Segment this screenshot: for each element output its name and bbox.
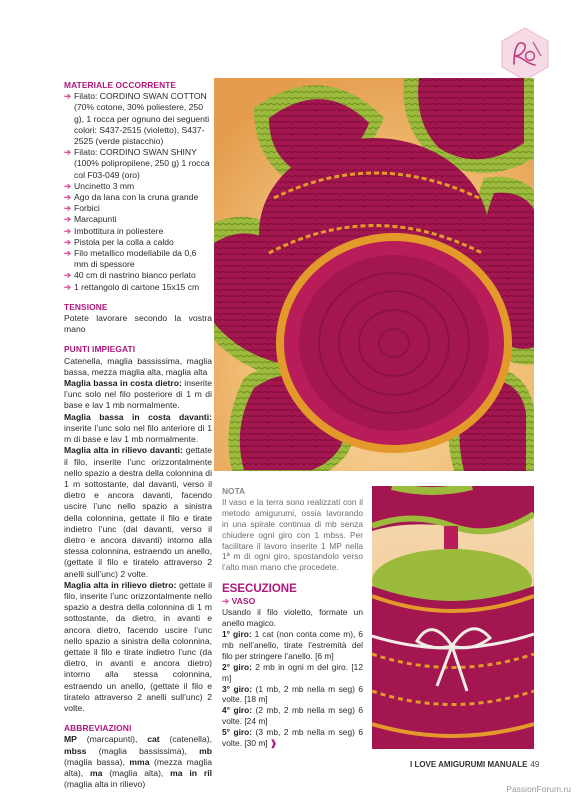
list-item: ➔ Imbottitura in poliestere	[64, 225, 164, 236]
punti-intro: Catenella, maglia bassissima, maglia bassa, mezza maglia alta, maglia alta	[64, 355, 212, 377]
arrow-icon: ➔	[64, 192, 72, 203]
step-row: 5° giro: (3 mb, 2 mb nella m seg) 6 volte. [30 m] ❱	[222, 727, 363, 749]
arrow-icon: ➔	[64, 236, 72, 247]
materiale-title: MATERIALE OCCORRENTE	[64, 80, 177, 90]
arrow-icon: ➔	[64, 180, 72, 191]
middle-column	[222, 486, 363, 749]
arrow-icon: ➔	[64, 270, 72, 281]
list-item: ➔ Forbici	[64, 203, 100, 214]
punti-mb-dietro: Maglia bassa in costa dietro: inserite l’unc solo nel filo posteriore di 1 m di base e lav 1 mb normalmente.	[64, 378, 213, 411]
tensione-text: Potete lavorare secondo la vostra mano	[64, 313, 212, 335]
continue-arrow-icon: ❱	[269, 738, 277, 749]
magazine-logo-icon	[497, 26, 553, 82]
left-column	[64, 80, 212, 790]
arrow-icon: ➔	[222, 596, 232, 607]
punti-ma-dietro: Maglia alta in rilievo dietro: gettate il filo, inserite l’unc orizzontalmente nello spazio a destra della colonnina di 1 m sottostante, da dietro, in avanti e ancora dietro, facendo uscire l’unc nello spazio a sinistra della colonnina, gettate il filo e tirate indietro l’unc (da dietro, in avanti e ancora dietro) intorno alla stessa colonnina, estraendo un anello, (gettate il filo e tiratelo attraverso 2 anelli sull’unc) 2 volte.	[64, 579, 212, 713]
list-item: ➔ 40 cm di nastrino bianco perlato	[64, 270, 196, 281]
abbreviazioni-text: MP (marcapunti), cat (catenella), mbss (maglia bassissima), mb (maglia bassa), mma (mezza maglia alta), ma (maglia alta), ma in ril (maglia alta in rilievo)	[64, 734, 212, 790]
punti-mb-davanti: Maglia bassa in costa davanti: inserite l’unc solo nel filo anteriore di 1 m di base e lav 1 mb normalmente.	[64, 411, 212, 445]
arrow-icon: ➔	[64, 214, 72, 225]
materiale-list	[64, 91, 212, 293]
punti-title: PUNTI IMPIEGATI	[64, 344, 136, 355]
arrow-icon: ➔	[64, 281, 72, 292]
page-number: 49	[530, 760, 540, 769]
pot-bottom	[276, 233, 512, 453]
arrow-icon: ➔	[64, 91, 72, 102]
list-item: ➔ Pistola per la colla a caldo	[64, 236, 174, 247]
page-footer: I LOVE AMIGURUMI MANUALE 49	[410, 760, 540, 769]
punti-ma-davanti: Maglia alta in rilievo davanti: gettate il filo, inserite l’unc orizzontalmente nello spazio a destra della colonnina di 1 m sottostante, dal davanti, verso il dietro e ancora davanti, facendo uscire l’unc nello spazio a sinistra della colonnina, gettate il filo e tirate indietro l’unc (dal davanti, verso il dietro e ancora davanti) intorno alla stessa colonnina, estraendo un anello, (gettate il filo e tiratelo attraverso 2 anelli sull’unc) 2 volte.	[64, 445, 212, 579]
list-item: ➔ Marcapunti	[64, 214, 117, 225]
step-row: 1° giro: 1 cat (non conta come m), 6 mb nell’anello, tirate l’estremità del filo per stringere l’anello. [6 m]	[222, 628, 363, 661]
list-item: ➔ Filato: CORDINO SWAN COTTON (70% cotone, 30% poliestere, 250 g), 1 rocca per ognuno dei seguenti colori: S437-2515 (violetto), S437-2525 (verde pistacchio)	[64, 91, 210, 147]
arrow-icon: ➔	[64, 248, 72, 259]
list-item: ➔ Uncinetto 3 mm	[64, 180, 135, 191]
arrow-icon: ➔	[64, 147, 72, 158]
list-item: ➔ Ago da lana con la cruna grande	[64, 192, 199, 203]
arrow-icon: ➔	[64, 225, 72, 236]
tensione-title: TENSIONE	[64, 301, 108, 312]
abbreviazioni-title: ABBREVIAZIONI	[64, 723, 132, 734]
esecuzione-intro: Usando il filo violetto, formate un anello magico.	[222, 607, 363, 629]
nota-text: Il vaso e la terra sono realizzati con il metodo amigurumi, ossia lavorando in una spirale continua di mb senza chiudere ogni giro con 1 mbss. Per facilitare il lavoro inserite 1 MP nella 1ª m di ogni giro, spostandolo verso l’alto man mano che procedete.	[222, 496, 363, 573]
step-row: 4° giro: (2 mb, 2 mb nella m seg) 6 volte. [24 m]	[222, 705, 363, 727]
vaso-subtitle: ➔ VASO	[222, 596, 256, 607]
list-item: ➔ 1 rettangolo di cartone 15x15 cm	[64, 281, 200, 292]
amigurumi-pot-photo	[214, 78, 534, 471]
list-item: ➔ Filato: CORDINO SWAN SHINY (100% polipropilene, 250 g) 1 rocca col F03-049 (oro)	[64, 147, 210, 180]
watermark: PassionForum.ru	[506, 784, 571, 794]
arrow-icon: ➔	[64, 203, 72, 214]
step-row: 2° giro: 2 mb in ogni m del giro. [12 m]	[222, 661, 363, 683]
esecuzione-title: ESECUZIONE	[222, 583, 297, 596]
list-item: ➔ Filo metallico modellabile da 0,6 mm di spessore	[64, 248, 197, 270]
nota-title: NOTA	[222, 486, 246, 496]
amigurumi-vase-photo	[372, 486, 534, 749]
step-row: 3° giro: (1 mb, 2 mb nella m seg) 6 volte. [18 m]	[222, 683, 363, 705]
